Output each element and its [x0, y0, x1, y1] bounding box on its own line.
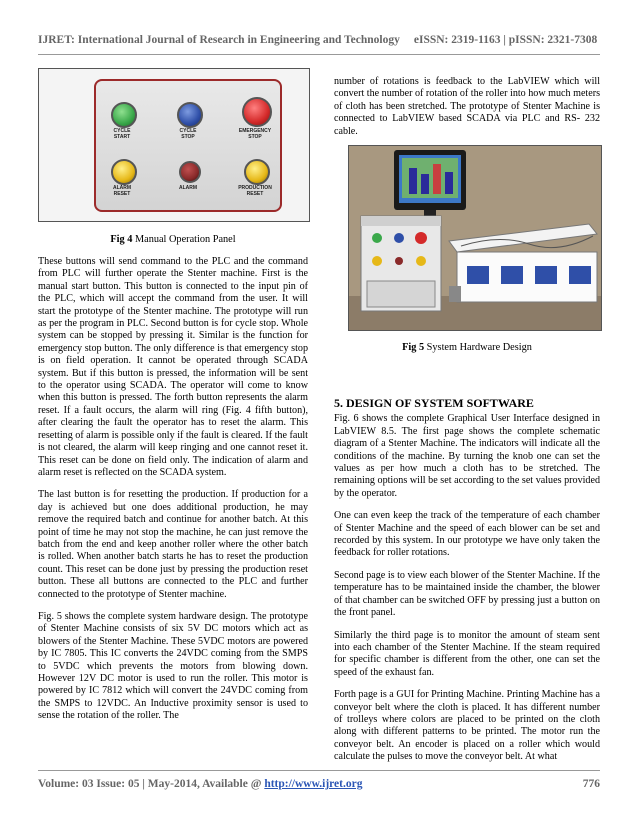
paragraph-temperature-tracking: One can even keep the track of the temperature of each chamber of Stenter Machine and the speed of each blower can be set and recorded by this system. In our prototype we have only taken the feedback for roller rotations. — [334, 510, 600, 559]
left-column — [38, 256, 308, 733]
production-reset-label-1: PRODUCTION — [238, 185, 272, 191]
alarm-label: ALARM — [178, 185, 198, 191]
right-column-section-5 — [334, 397, 600, 774]
figure-4-caption-text: Manual Operation Panel — [132, 234, 236, 245]
cycle-start-button-image — [111, 102, 137, 128]
hardware-photo-illustration — [349, 146, 601, 330]
paragraph-second-page: Second page is to view each blower of the Stenter Machine. If the temperature has to be maintained inside the chamber, the blower of that chamber can be switched OFF by pressing just a button on the front panel. — [334, 569, 600, 619]
figure-4-manual-panel-photo — [38, 68, 310, 222]
emergency-stop-button-image — [242, 97, 272, 127]
page-number: 776 — [582, 778, 600, 790]
alarm-reset-label-2: RESET — [113, 190, 131, 197]
operation-panel — [94, 79, 282, 212]
footer-rule — [38, 770, 600, 771]
figure-4-label: Fig 4 — [110, 234, 133, 245]
right-column-top — [334, 76, 600, 148]
figure-4-caption — [38, 234, 308, 245]
production-reset-button-image — [244, 159, 270, 185]
running-header — [38, 34, 600, 46]
alarm-reset-button-image — [111, 159, 137, 185]
figure-5-label: Fig 5 — [402, 342, 425, 353]
production-reset-label-2: RESET — [246, 190, 264, 197]
figure-5-caption-text: System Hardware Design — [424, 342, 532, 353]
cycle-stop-button-image — [177, 102, 203, 128]
paragraph-buttons-description: These buttons will send command to the PLC and the command from PLC will further operate the Stenter machine. First is the manual start button. This button is connected to the input pin of the PLC, which will accept the command from the user. It will start the prototype of the Stenter machine. The prototype will run as per the program in PLC. Second button is for cycle stop. Whole system can be stopped by pressing it. Similar is the function for emergency stop button. The only difference is that emergency stop is on field operation. It cannot be operated through SCADA system. But if this button is pressed, the information will be sent to the operator using SCADA. The operator will come to know when this button is pressed. The forth button represents the alarm reset. If a fault occurs, the alarm will ring (Fig. 4 fifth button), after clearing the fault the operator has to reset the alarm. This resetting of alarm is possible only if the fault is cleared. If the fault is not cleared, the alarm will keep ringing and one cannot reset it. This reset can be done on field only. The indication of alarm and alarm reset is reflected on the SCADA system. — [38, 256, 308, 478]
paragraph-fourth-page: Forth page is a GUI for Printing Machine. Printing Machine has a conveyor belt where the cloth is placed. It has different number of trolleys where colors are placed to be printed on the cloth along with different patterns to be printed. The motor run the conveyor belt. An encoder is placed on a roller which would calculate the pulses to move the conveyor belt. At what — [334, 689, 600, 763]
paragraph-gui-labview: Fig. 6 shows the complete Graphical User Interface designed in LabVIEW 8.5. The first page shows the complete schematic diagram of a Stenter Machine. The indicators will indicate all the conditions of the machine. By turning the knob one can set the values as per how much a cloth has to be stretched. The remaining options will be set according to the set values provided by the operator. — [334, 413, 600, 499]
paragraph-third-page: Similarly the third page is to monitor the amount of steam sent into each chamber of the Stenter Machine. If the steam required for specific chamber is different from the other, one can set the speed of the exhaust fan. — [334, 629, 600, 678]
emergency-stop-label-2: STOP — [248, 133, 262, 140]
issn-text: eISSN: 2319-1163 | pISSN: 2321-7308 — [413, 34, 598, 46]
cycle-stop-label-2: STOP — [181, 133, 195, 140]
alarm-lamp-image — [179, 161, 201, 183]
cycle-start-label-1: CYCLE — [113, 128, 131, 134]
running-footer — [38, 778, 600, 790]
paragraph-rotation-feedback: number of rotations is feedback to the LabVIEW which will convert the number of rotation of the roller into how much meters of cloth has been stretched. The prototype of Stenter Machine is connected to LabVIEW based SCADA via PLC and RS- 232 cable. — [334, 76, 601, 137]
cycle-start-label-2: START — [113, 133, 131, 140]
header-rule — [38, 54, 600, 55]
emergency-stop-label-1: EMERGENCY — [238, 128, 272, 134]
alarm-reset-label-1: ALARM — [112, 185, 132, 191]
figure-5-hardware-photo — [348, 145, 602, 331]
cycle-stop-label-1: CYCLE — [179, 128, 197, 134]
volume-info: Volume: 03 Issue: 05 | May-2014, Available @ — [38, 778, 265, 790]
figure-5-caption — [334, 342, 600, 353]
paragraph-hardware-design: Fig. 5 shows the complete system hardware design. The prototype of Stenter Machine consists of six 5V DC motors which act as blowers of the Stenter Machine. These 5VDC motors are powered by IC 7805. This IC converts the 24VDC coming from the SMPS to 5VDC which prevents the motors from blowing down. However 12V DC motor is used to run the roller. This motor is powered by IC 7812 which will convert the 24VDC coming from the SMPS to 12VDC. An Inductive proximity sensor is used to sense the rotation of the roller. The — [38, 610, 308, 722]
paragraph-production-reset: The last button is for resetting the production. If production for a day is achieved but one does additional production, he may remove the required batch and continue for another batch. At this point of time he may not stop the machine, he can just remove the batch from the end and keep another roller where the other batch is rolled. When another batch starts he has to reset the production count. This reset can be done just by pressing the production reset button. These all buttons are connected to the PLC and further connected to the prototype of Stenter machine. — [38, 489, 308, 600]
journal-title: IJRET: International Journal of Research in Engineering and Technology — [38, 34, 400, 46]
section-heading: 5. DESIGN OF SYSTEM SOFTWARE — [334, 396, 534, 410]
journal-link[interactable]: http://www.ijret.org — [264, 778, 363, 790]
